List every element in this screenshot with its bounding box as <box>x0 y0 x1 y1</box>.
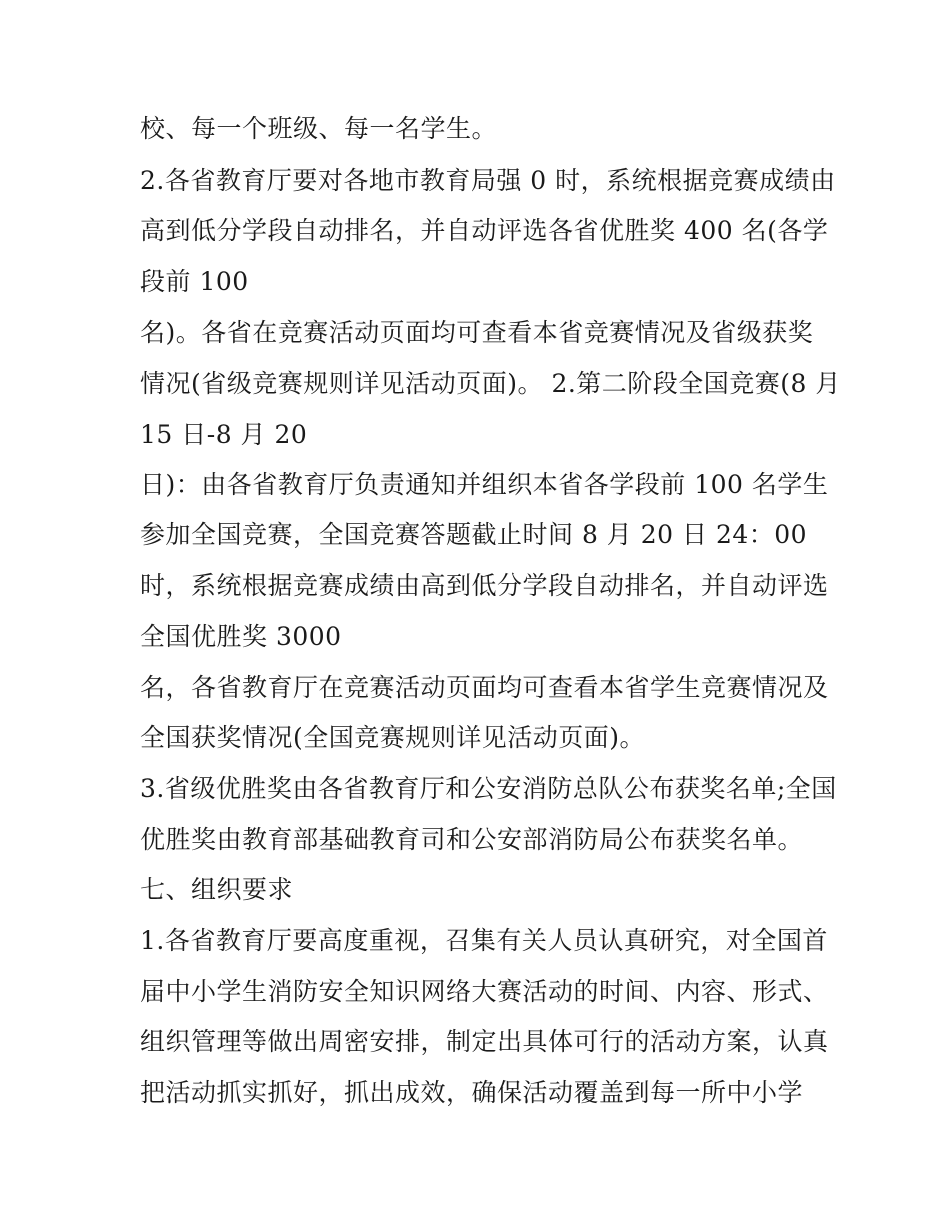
text-line: 日)：由各省教育厅负责通知并组织本省各学段前 100 名学生 <box>140 470 829 499</box>
text-line: 全国获奖情况(全国竞赛规则详见活动页面)。 <box>140 723 646 752</box>
text-line: 校、每一个班级、每一名学生。 <box>140 114 498 143</box>
text-line: 名)。各省在竞赛活动页面均可查看本省竞赛情况及省级获奖 <box>140 318 814 347</box>
text-line: 优胜奖由教育部基础教育司和公安部消防局公布获奖名单。 <box>140 825 804 854</box>
text-line: 时，系统根据竞赛成绩由高到低分学段自动排名，并自动评选 <box>140 571 829 600</box>
text-line: 3.省级优胜奖由各省教育厅和公安消防总队公布获奖名单;全国 <box>140 774 837 803</box>
text-line: 段前 100 <box>140 267 249 296</box>
text-line: 名，各省教育厅在竞赛活动页面均可查看本省学生竞赛情况及 <box>140 673 829 702</box>
text-line: 届中小学生消防安全知识网络大赛活动的时间、内容、形式、 <box>140 977 829 1006</box>
text-line: 把活动抓实抓好，抓出成效，确保活动覆盖到每一所中小学 <box>140 1078 804 1107</box>
text-line: 高到低分学段自动排名，并自动评选各省优胜奖 400 名(各学 <box>140 216 829 245</box>
text-line: 2.各省教育厅要对各地市教育局强 0 时，系统根据竞赛成绩由 <box>140 166 836 195</box>
text-line: 15 日-8 月 20 <box>140 420 308 449</box>
text-line: 全国优胜奖 3000 <box>140 622 342 651</box>
text-line: 参加全国竞赛，全国竞赛答题截止时间 8 月 20 日 24：00 <box>140 520 808 549</box>
text-line: 1.各省教育厅要高度重视，召集有关人员认真研究，对全国首 <box>140 926 828 955</box>
text-line: 组织管理等做出周密安排，制定出具体可行的活动方案，认真 <box>140 1027 829 1056</box>
section-heading: 七、组织要求 <box>140 875 294 904</box>
text-line: 情况(省级竞赛规则详见活动页面)。 2.第二阶段全国竞赛(8 月 <box>140 369 841 398</box>
